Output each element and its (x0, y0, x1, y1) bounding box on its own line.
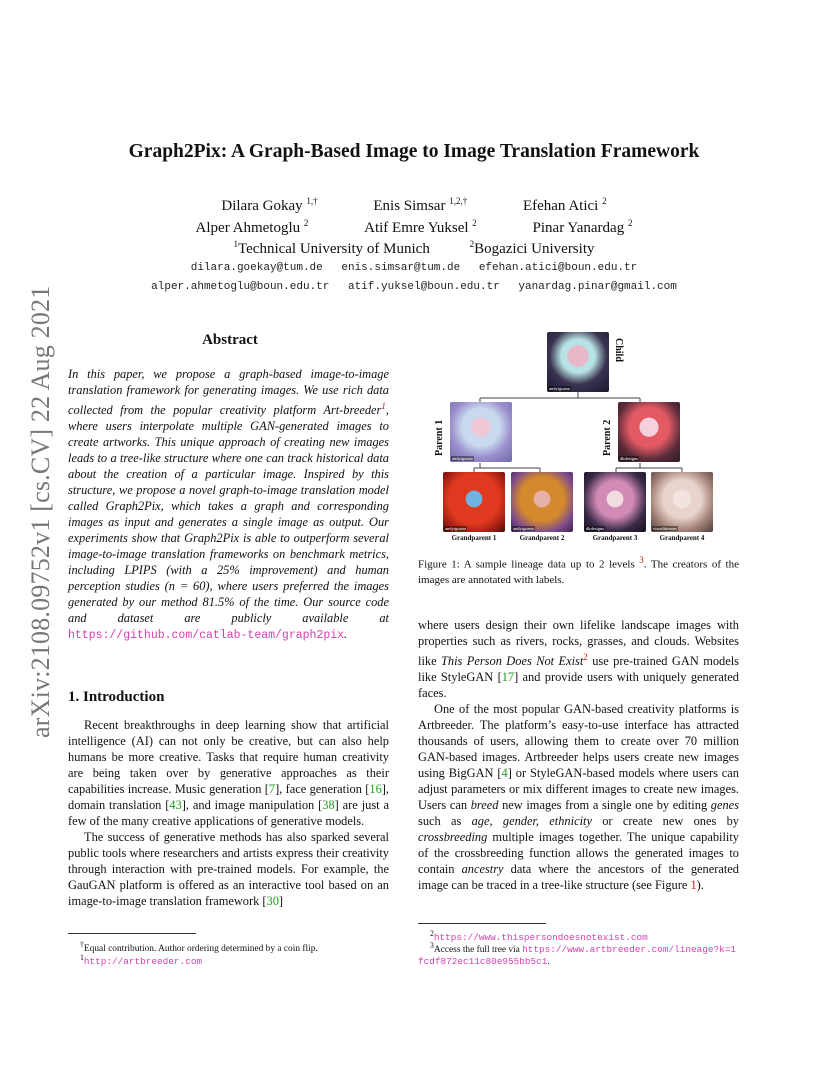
footnote-tpdne: $^2$https://www.thispersondoesnotexist.com (430, 929, 648, 944)
author-name: Alper Ahmetoglu $^2$ (195, 218, 309, 236)
section-heading-introduction: 1. Introduction (68, 689, 165, 705)
grandparent-4-portrait: visualdreams (651, 472, 713, 532)
email: yanardag.pinar@gmail.com (518, 281, 677, 293)
arxiv-stamp: arXiv:2108.09752v1 [cs.CV] 22 Aug 2021 (26, 285, 55, 738)
grandparent-1-label: Grandparent 1 (451, 534, 497, 542)
artbreeder-link[interactable]: http://artbreeder.com (83, 956, 203, 968)
authors-row-1 (0, 196, 828, 215)
author-name: Atif Emre Yuksel $^2$ (364, 218, 477, 236)
footnote-artbreeder: $^1$http://artbreeder.com (80, 953, 203, 968)
author-name: Enis Simsar $^{1,2,\dagger}$ (373, 196, 468, 214)
parent-1-label: Parent 1 (434, 419, 445, 456)
figure-1-caption: Figure 1: A sample lineage data up to 2 levels $^3$. The creators of the images are annotated with labels. (418, 555, 739, 586)
intro-text: Recent breakthroughs in deep learning show that artificial intelligence (AI) can not only be creative, but can also help humans be more creative. Tasks that require human creativity are being taken over by generative approaches as their capabilities increase. Music generation [7], face generation [16], domain translation [43], and image manipulation [38] are just a few of the many creative applications of generative models. The success of generative methods has also sparked several public tools where researchers and artists express their creativity through interaction with pre-trained models. For example, the GauGAN platform is offered as an interactive tool based on an image-to-image translation framework [30] (68, 718, 389, 908)
citation-link[interactable]: 4 (501, 766, 508, 781)
grandparent-2-label: Grandparent 2 (519, 534, 565, 542)
footnote-rule (418, 923, 546, 924)
parent-2-label: Parent 2 (602, 419, 613, 456)
tpdne-link[interactable]: https://www.thispersondoesnotexist.com (433, 932, 648, 944)
author-name: Pinar Yanardag $^2$ (532, 218, 633, 236)
email: efehan.atici@boun.edu.tr (478, 262, 638, 274)
citation-link[interactable]: 38 (322, 798, 335, 812)
citation-link[interactable]: 7 (268, 782, 276, 796)
affiliations: $^1$Technical University of Munich $^2$Bogazici University (233, 239, 595, 257)
email: enis.simsar@tum.de (341, 262, 461, 274)
footnote-rule (68, 933, 196, 934)
figure-ref-link[interactable]: 1 (690, 878, 697, 893)
author-name: Dilara Gokay $^{1,\dagger}$ (221, 196, 318, 214)
grandparent-2-portrait: andyiguana (511, 472, 573, 532)
citation-link[interactable]: 17 (501, 670, 515, 685)
abstract-text: In this paper, we propose a graph-based image-to-image translation framework for generating images. We use rich data collected from the popular creativity platform Art-breeder$^1$, where users interpolate multiple GAN-generated images to create artworks. This unique approach of creating new images leads to a tree-like structure where one can track historical data about the creation of a particular image. Inspired by this structure, we propose a novel graph-to-image translation model called Graph2Pix, which takes a graph and corresponding images as input and generates a single image as output. Our experiments show that Graph2Pix is able to outperform several image-to-image translation frameworks on benchmark metrics, including LPIPS (with a 25% improvement) and human perception studies (n = 60), where users preferred the images generated by our method 81.5% of the time. Our source code and dataset are publicly available at https://github.com/catlab-team/graph2pix. (68, 367, 389, 643)
footnote-equal-contribution: †Equal contribution. Author ordering determined by a coin flip. (80, 940, 318, 955)
grandparent-4-label: Grandparent 4 (659, 534, 705, 542)
footnote-lineage: $^3$Access the full tree via https://www.artbreeder.com/lineage?k=1fcdf872ec11c80e955bb5c1. (418, 941, 736, 968)
citation-link[interactable]: 43 (169, 798, 182, 812)
github-link[interactable]: https://github.com/catlab-team/graph2pix (68, 629, 345, 643)
paper-title: Graph2Pix: A Graph-Based Image to Image Translation Framework (128, 141, 700, 162)
email: alper.ahmetoglu@boun.edu.tr (151, 281, 330, 293)
child-label: Child (613, 338, 624, 362)
emails-row-2 (0, 281, 828, 293)
child-portrait: andyiguana (547, 332, 609, 392)
figure-1-lineage-tree (418, 332, 716, 544)
abstract-heading: Abstract (202, 332, 258, 348)
citation-link[interactable]: 30 (266, 894, 279, 908)
grandparent-3-portrait: dkdesigns (584, 472, 646, 532)
parent-2-portrait: dkdesigns (618, 402, 680, 462)
citation-link[interactable]: 16 (369, 782, 382, 796)
right-column-text: where users design their own lifelike landscape images with properties such as rivers, rocks, grasses, and clouds. Websites like This Person Does Not Exist$^2$ use pre-trained GAN models like StyleGAN [17] and provide users with uniquely generated faces. One of the most popular GAN-based creativity platforms is Artbreeder. The platform’s easy-to-use interface has attracted thousands of users, allowing them to create over 70 million GAN-based images. Artbreeder helps users create new images using BigGAN [4] or StyleGAN-based models where users can adjust parameters or mix different images to create new images. Users can breed new images from a single one by editing genes such as age, gender, ethnicity or create new ones by crossbreeding multiple images together. The unique capability of the crossbreeding function allows the generated images to contain ancestry data where the ancestors of the generated image can be traced in a tree-like structure (see Figure 1). (418, 618, 739, 893)
lineage-link[interactable]: https://www.artbreeder.com/lineage?k=1fcdf872ec11c80e955bb5c1 (418, 944, 736, 968)
grandparent-1-portrait: andyiguana (443, 472, 505, 532)
author-name: Efehan Atici $^2$ (522, 196, 607, 214)
emails-row-1 (0, 262, 828, 274)
authors-row-2 (0, 218, 828, 237)
grandparent-3-label: Grandparent 3 (592, 534, 638, 542)
email: dilara.goekay@tum.de (190, 262, 323, 274)
email: atif.yuksel@boun.edu.tr (347, 281, 500, 293)
parent-1-portrait: andyiguana (450, 402, 512, 462)
